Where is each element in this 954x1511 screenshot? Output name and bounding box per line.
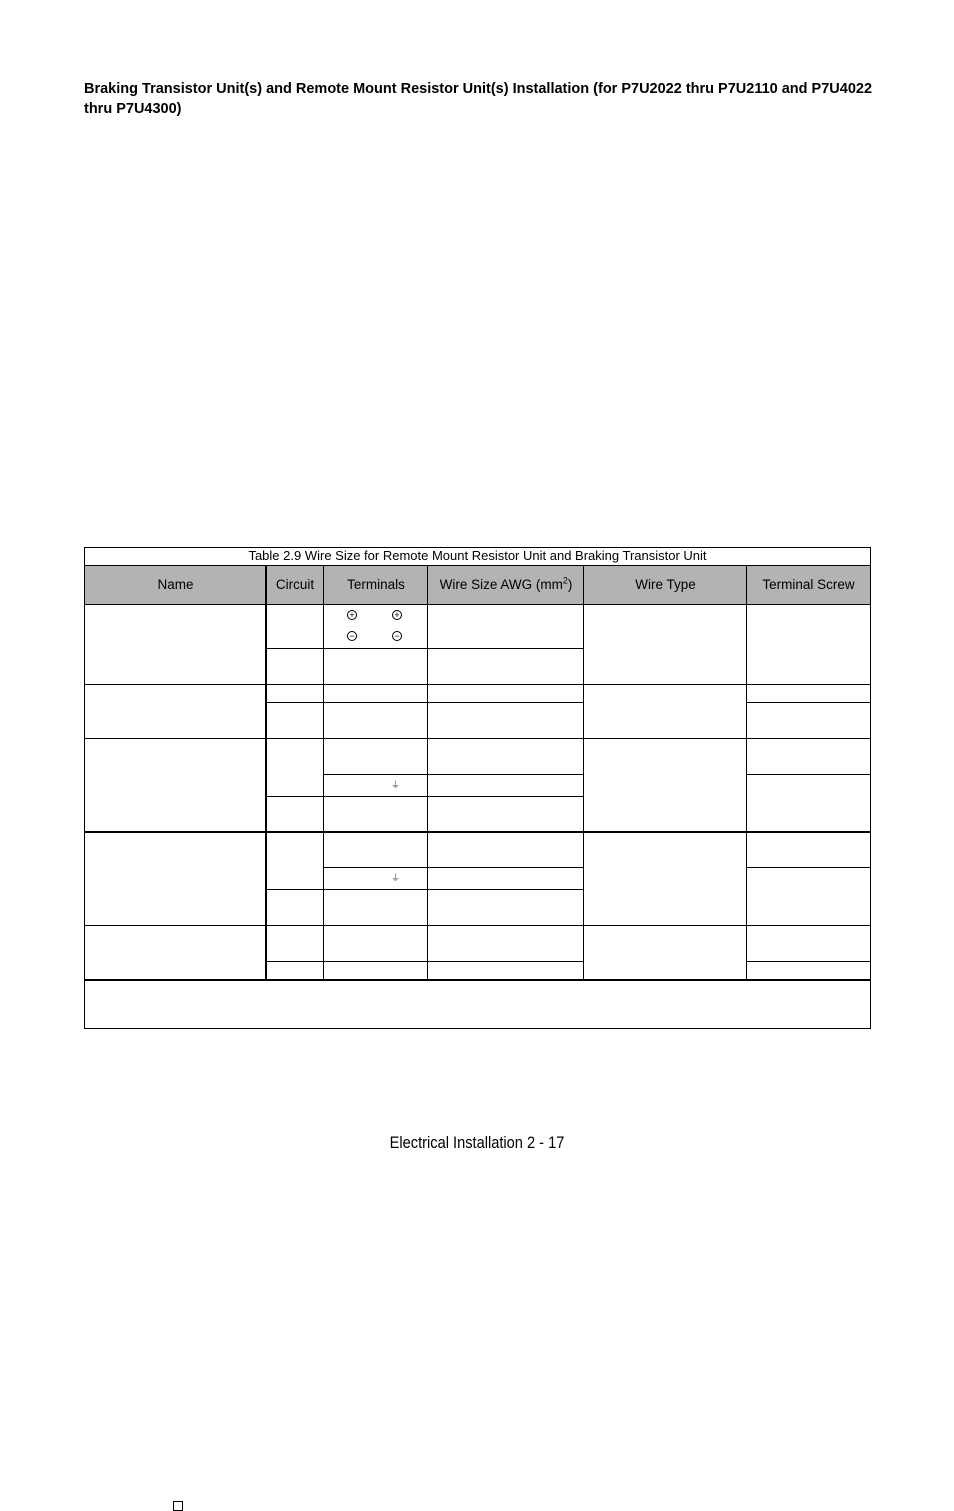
table-body-bottom xyxy=(85,979,870,981)
note-checkbox-icon xyxy=(173,1501,183,1511)
group4-screw-divider xyxy=(746,867,870,868)
ground-terminal-icon: ⏚ xyxy=(391,873,401,883)
group4-bottom xyxy=(85,925,870,926)
minus-terminal-icon: − xyxy=(347,631,357,641)
header-name: Name xyxy=(157,577,194,592)
wire-size-table xyxy=(84,547,871,1029)
plus-terminal-icon: + xyxy=(347,610,357,620)
group1-sub-divider xyxy=(266,648,584,649)
header-bottom-border xyxy=(85,604,870,605)
header-wire-size-text: Wire Size AWG (mm xyxy=(439,577,563,592)
header-terminals: Terminals xyxy=(347,577,405,592)
plus-terminal-icon: + xyxy=(392,610,402,620)
header-wire-type: Wire Type xyxy=(635,577,696,592)
header-terminal-screw: Terminal Screw xyxy=(762,577,855,592)
ground-terminal-icon: ⏚ xyxy=(391,780,401,790)
group2-bottom xyxy=(85,738,870,739)
header-circuit: Circuit xyxy=(275,577,315,592)
minus-terminal-icon: − xyxy=(392,631,402,641)
header-wire-size-close: ) xyxy=(567,577,573,592)
group5-screw-divider xyxy=(746,961,870,962)
group3-screw-divider xyxy=(746,774,870,775)
group3-sub-divider-a xyxy=(323,774,584,775)
page-heading: Braking Transistor Unit(s) and Remote Mount Resistor Unit(s) Installation (for P7U2022 thru P7U2110 and P7U4022 thru P7U4300) xyxy=(84,81,873,117)
group2-screw-divider xyxy=(746,702,870,703)
col-divider-wire-type xyxy=(746,566,747,980)
col-divider-name xyxy=(265,566,267,980)
group4-sub-divider-a xyxy=(323,867,584,868)
group3-bottom xyxy=(85,831,870,833)
header-wire-size-exponent: 2 xyxy=(562,575,568,586)
group1-bottom xyxy=(85,684,870,685)
group2-sub-divider xyxy=(266,702,584,703)
group4-sub-divider-b xyxy=(266,889,584,890)
col-divider-circuit xyxy=(323,566,324,980)
page-footer: Electrical Installation 2 - 17 xyxy=(389,1133,565,1152)
col-divider-terminals xyxy=(427,566,428,980)
header-wire-size xyxy=(428,566,584,604)
group3-sub-divider-b xyxy=(266,796,584,797)
col-divider-wire-size xyxy=(583,566,584,980)
group5-sub-divider xyxy=(266,961,584,962)
table-caption: Table 2.9 Wire Size for Remote Mount Resistor Unit and Braking Transistor Unit xyxy=(248,548,707,563)
